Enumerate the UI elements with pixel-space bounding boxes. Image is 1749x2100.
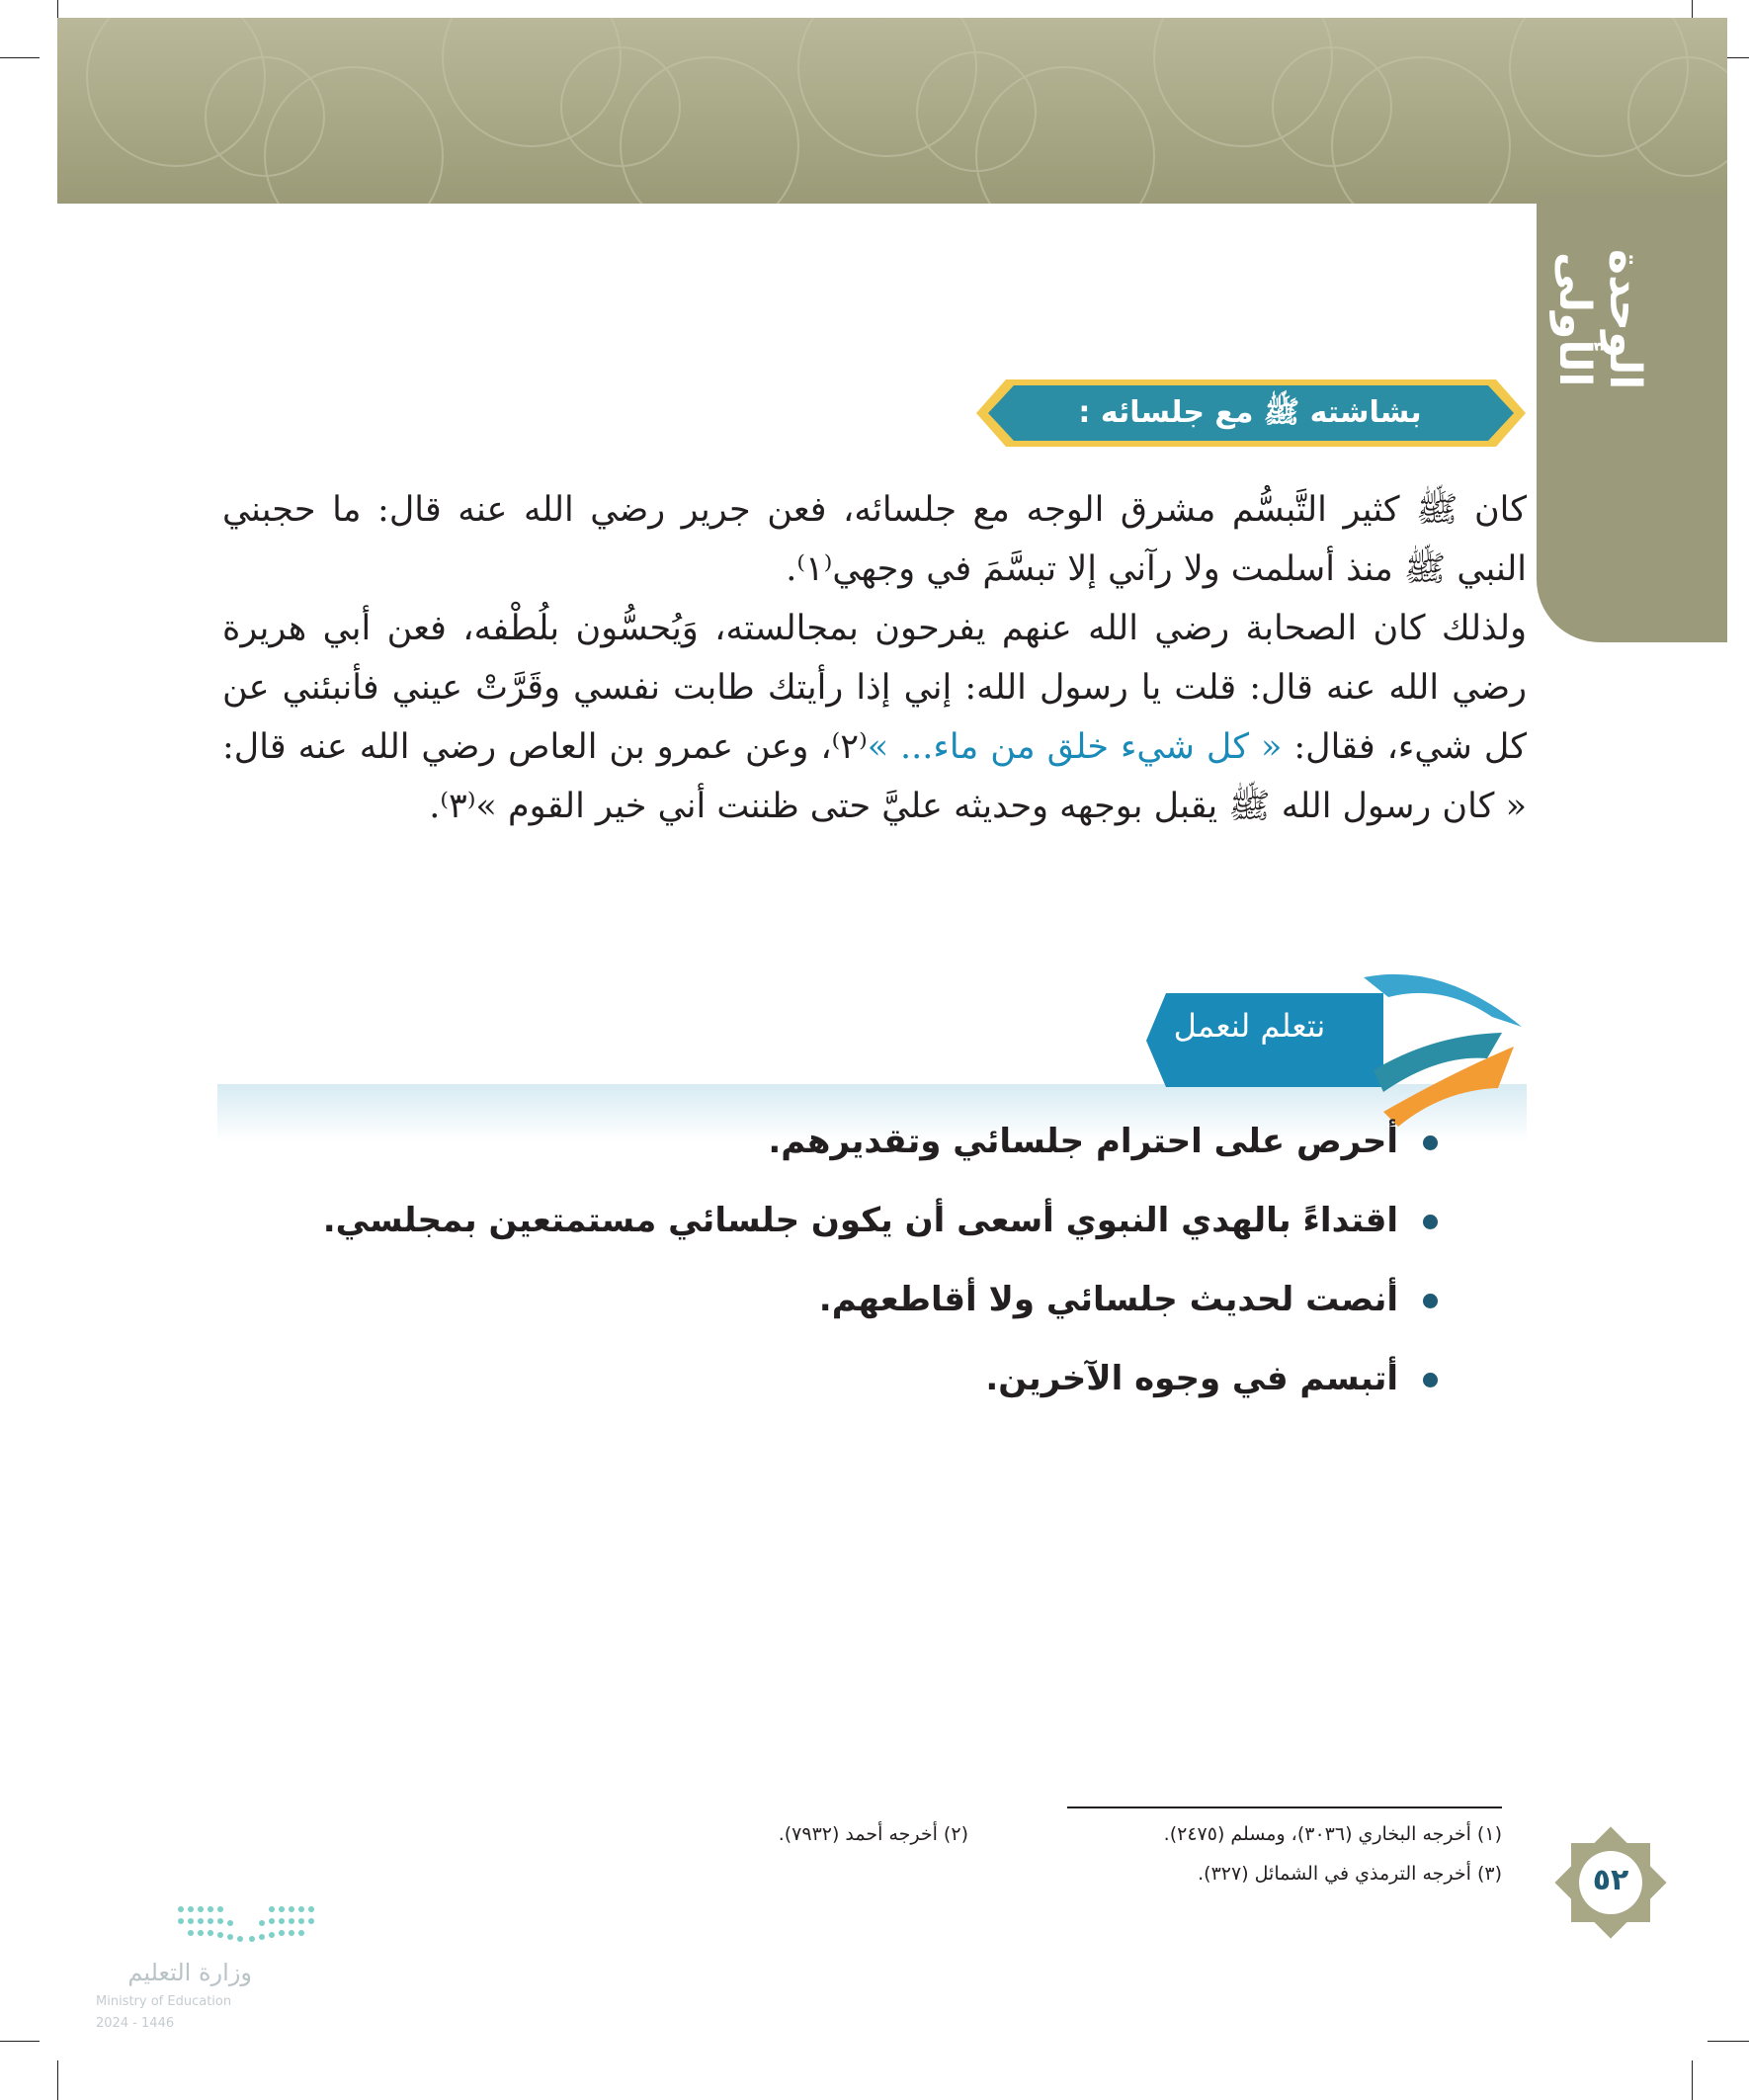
crop-mark (1692, 2060, 1693, 2100)
footnote-rule (1067, 1806, 1502, 1808)
learn-point: أنصت لحديث جلسائي ولا أقاطعهم. (395, 1260, 1438, 1339)
section-title: بشاشته ﷺ مع جلسائه : (1078, 395, 1422, 430)
crop-mark (57, 2060, 58, 2100)
ministry-name-en: Ministry of Education (96, 1994, 232, 2009)
header-band (57, 18, 1727, 204)
header-pattern (57, 18, 1727, 204)
paragraph-2-before: ولذلك كان الصحابة رضي الله عنهم يفرحون بمجالسته، وَيُحسُّون بلُطْفه، فعن أبي هريرة رضي الله عنه قال: قلت يا رسول الله: إني إذا رأيتك طابت نفسي وقَرَّتْ عيني فأنبئني عن كل شيء، فقال: (222, 609, 1528, 767)
paragraph-2-after: ⁽٢⁾، وعن عمرو بن العاص رضي الله عنه قال: « كان رسول الله ﷺ يقبل بوجهه وحديثه عليَّ حتى ظننت أني خير القوم »⁽٣⁾. (222, 727, 1527, 826)
learn-point: أتبسم في وجوه الآخرين. (395, 1339, 1438, 1418)
crop-mark (1692, 0, 1693, 18)
paragraph-1: كان ﷺ كثير التَّبسُّم مشرق الوجه مع جلسائه، فعن جرير رضي الله عنه قال: ما حجبني النبي ﷺ منذ أسلمت ولا رآني إلا تبسَّمَ في وجهي⁽١⁾. (222, 490, 1527, 589)
bullet-icon (1423, 1215, 1438, 1229)
footnote-3: (٣) أخرجه الترمذي في الشمائل (٣٢٧). (1198, 1863, 1502, 1885)
ministry-logo-icon (173, 1899, 321, 1949)
crop-mark (0, 2041, 40, 2042)
crop-mark (0, 57, 40, 58)
unit-title: الوحدة الأولى (1549, 248, 1650, 390)
crop-mark (57, 0, 58, 18)
ministry-year: 2024 - 1446 (96, 2016, 175, 2031)
learn-label: نتعلم لنعمل (1173, 1007, 1326, 1045)
bullet-icon (1423, 1373, 1438, 1387)
body-text (222, 480, 1527, 836)
footnote-2: (٢) أخرجه أحمد (٧٩٣٢). (778, 1823, 968, 1845)
learn-points-list (322, 1102, 1438, 1418)
learn-point: اقتداءً بالهدي النبوي أسعى أن يكون جلسائي مستمتعين بمجلسي. (395, 1181, 1438, 1260)
ministry-name-ar: وزارة التعليم (127, 1959, 252, 1986)
crop-mark (1707, 2041, 1749, 2042)
footnote-1: (١) أخرجه البخاري (٣٠٣٦)، ومسلم (٢٤٧٥). (1163, 1823, 1502, 1845)
bullet-icon (1423, 1135, 1438, 1150)
page-number: ٥٢ (1592, 1863, 1629, 1897)
paragraph-2 (222, 599, 1527, 836)
bullet-icon (1423, 1294, 1438, 1308)
hadith-quote: « كل شيء خلق من ماء... » (867, 727, 1283, 767)
learn-point: أحرص على احترام جلسائي وتقديرهم. (395, 1102, 1438, 1181)
